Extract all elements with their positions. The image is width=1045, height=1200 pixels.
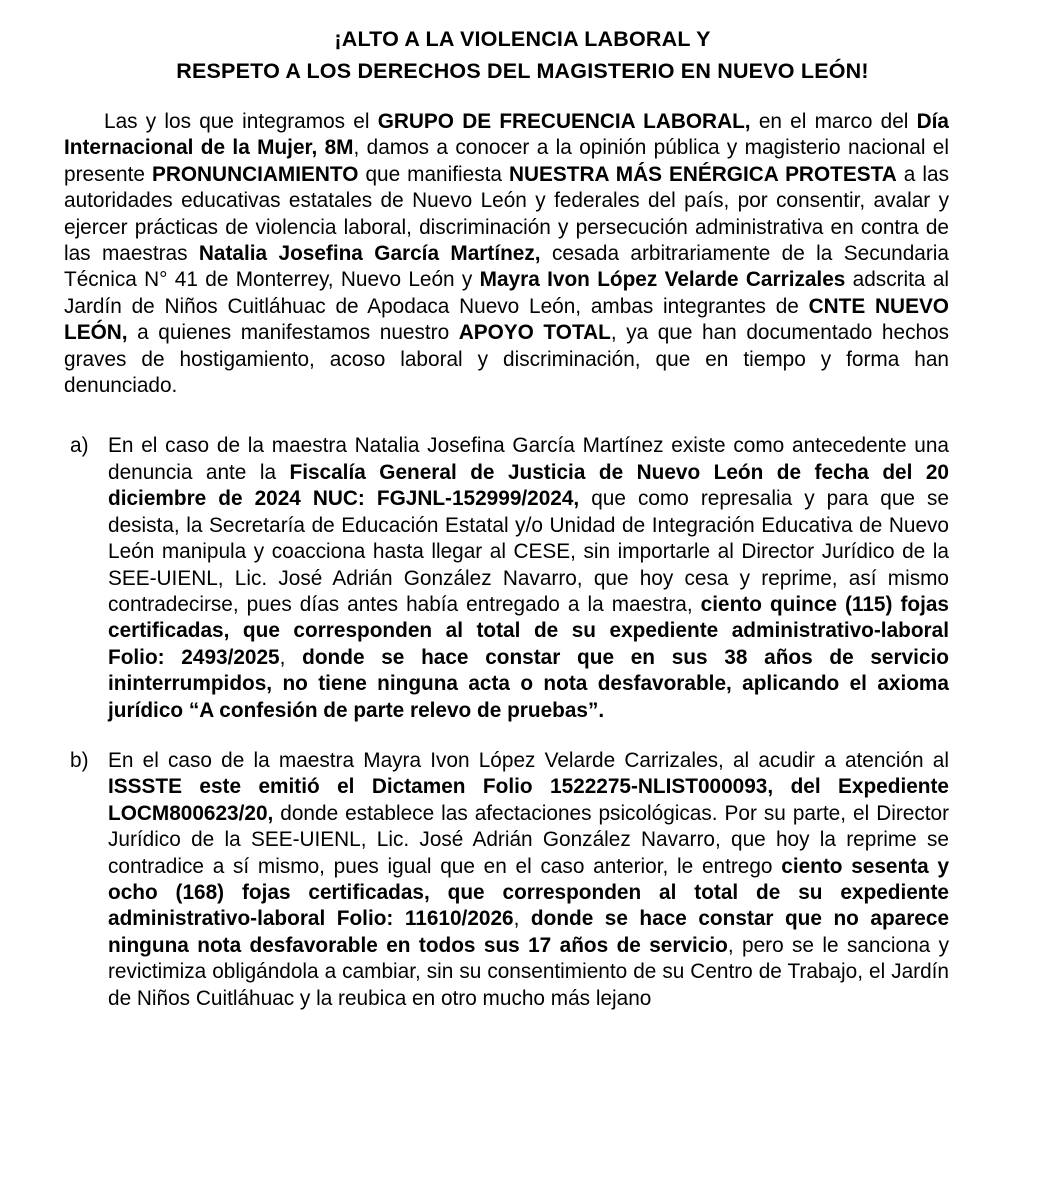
- list-item-a: [64, 433, 949, 723]
- item-a-text-3: ,: [279, 645, 303, 669]
- item-a-bold-constancia: donde se hace constar que en sus 38 años de servicio ininterrumpidos, no tiene ninguna acta o nota desfavorable, aplicando el axioma jurídico “A confesión de parte relevo de pruebas”.: [108, 645, 949, 722]
- intro-bold-apoyo: APOYO TOTAL: [458, 321, 611, 345]
- list-item-a-label: a): [70, 434, 89, 458]
- item-b-bold-constancia: donde se hace constar que no aparece ninguna nota desfavorable en todos sus 17 años de servicio: [108, 907, 950, 957]
- intro-bold-grupo: GRUPO DE FRECUENCIA LABORAL,: [377, 110, 751, 133]
- item-a-text-1: En el caso de la maestra Natalia Josefina García Martínez existe como antecedente una denuncia ante la: [108, 434, 949, 484]
- intro-bold-cnte: CNTE NUEVO LEÓN,: [64, 294, 949, 345]
- intro-text-4: que manifiesta: [358, 162, 509, 186]
- intro-bold-dia-mujer: Día Internacional de la Mujer, 8M: [64, 110, 949, 160]
- list-item-b-text: [108, 748, 949, 1012]
- intro-text-6: cesada arbitrariamente de la Secundaria Técnica N° 41 de Monterrey, Nuevo León y: [64, 242, 949, 292]
- item-a-bold-fiscalia: Fiscalía General de Justicia de Nuevo León de fecha del 20 diciembre de 2024 NUC: FGJNL-152999/2024,: [108, 460, 949, 511]
- intro-bold-mayra: Mayra Ivon López Velarde Carrizales: [479, 268, 846, 292]
- intro-bold-pronunciamiento: PRONUNCIAMIENTO: [151, 162, 359, 186]
- item-a-text-2: que como represalia y para que se desista, la Secretaría de Educación Estatal y/o Unidad de Integración Educativa de Nuevo León manipula y coacciona hasta llegar al CESE, sin importarle al Director Jurídico de la SEE-UIENL, Lic. José Adrián González Navarro, que hoy cesa y reprime, así mismo contradecirse, pues días antes había entregado a la maestra,: [108, 487, 949, 616]
- intro-text-2: en el marco del: [750, 110, 917, 133]
- intro-text-7: adscrita al Jardín de Niños Cuitláhuac de Apodaca Nuevo León, ambas integrantes de: [64, 268, 950, 318]
- document-title-line-2: RESPETO A LOS DERECHOS DEL MAGISTERIO EN NUEVO LEÓN!: [176, 59, 869, 83]
- intro-text-3: , damos a conocer a la opinión pública y magisterio nacional el presente: [64, 136, 949, 186]
- intro-text-5: a las autoridades educativas estatales de Nuevo León y federales del país, por consentir, avalar y ejercer prácticas de violencia laboral, discriminación y persecución administrativa en contra de las maestras: [64, 162, 949, 266]
- item-b-text-1: En el caso de la maestra Mayra Ivon López Velarde Carrizales, al acudir a atención al: [108, 748, 949, 772]
- item-b-bold-fojas: ciento sesenta y ocho (168) fojas certificadas, que corresponden al total de su expediente administrativo-laboral Folio: 11610/2026: [108, 854, 950, 931]
- item-a-bold-fojas: ciento quince (115) fojas certificadas, que corresponden al total de su expediente administrativo-laboral Folio: 2493/2025: [108, 592, 949, 669]
- intro-text-8: a quienes manifestamos nuestro: [127, 321, 459, 345]
- list-item-a-text: [108, 433, 949, 723]
- intro-text-1: Las y los que integramos el: [104, 110, 378, 133]
- list-item-b: [64, 748, 949, 1012]
- item-b-text-3: ,: [513, 907, 531, 931]
- intro-bold-natalia: Natalia Josefina García Martínez,: [198, 242, 541, 266]
- intro-text-9: , ya que han documentado hechos graves de hostigamiento, acoso laboral y discriminación, que en tiempo y forma han denunciado.: [64, 321, 949, 398]
- intro-paragraph: [64, 109, 949, 399]
- item-b-bold-issste: ISSSTE este emitió el Dictamen Folio 1522275-NLIST000093, del Expediente LOCM800623/20,: [108, 775, 949, 825]
- item-b-text-4: , pero se le sanciona y revictimiza obligándola a cambiar, sin su consentimiento de su Centro de Trabajo, el Jardín de Niños Cuitláhuac y la reubica en otro mucho más lejano: [108, 933, 949, 1010]
- document-title-line-1: ¡ALTO A LA VIOLENCIA LABORAL Y: [334, 27, 711, 51]
- item-b-text-2: donde establece las afectaciones psicológicas. Por su parte, el Director Jurídico de la SEE-UIENL, Lic. José Adrián González Navarro, que hoy la reprime se contradice a sí mismo, pues igual que en el caso anterior, le entrego: [108, 801, 949, 878]
- intro-bold-protesta: NUESTRA MÁS ENÉRGICA PROTESTA: [509, 162, 897, 186]
- list-item-b-label: b): [70, 748, 89, 772]
